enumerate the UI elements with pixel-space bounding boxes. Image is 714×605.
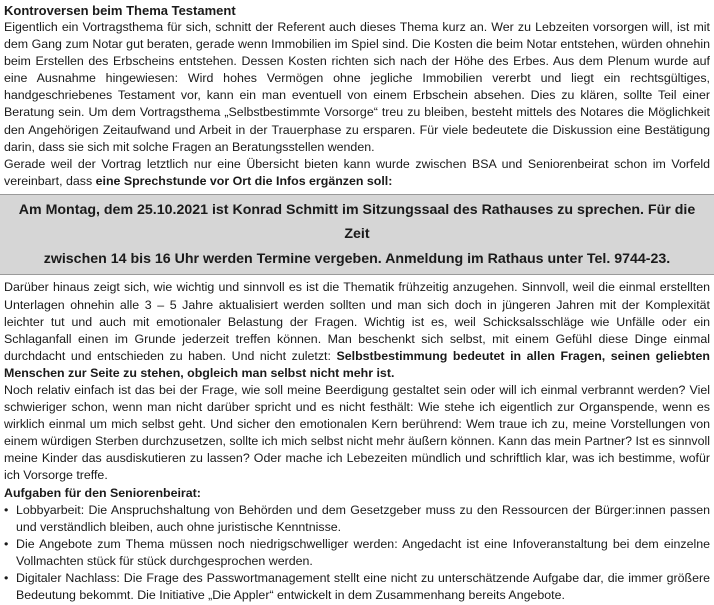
paragraph-fruehzeitig-text: Darüber hinaus zeigt sich, wie wichtig und sinnvoll es ist die Thematik frühzeitig anzugehen. Sinnvoll, weil die einmal erstellten Unterlagen ohnehin alle 3 – 5 Jahre aktualisiert werden sollten und man sich doch in jüngeren Jahren mit der Komplexität leichter tut und auch mit emotionaler Belastung der Fragen. Wichtig ist es, weil Schicksalsschläge wie Unfälle oder ein Schlaganfall einen im Grunde jederzeit treffen können. Man beschenkt sich selbst, mit einem Gefühl diese Dinge einmal durchdacht und entschieden zu haben. Und nicht zuletzt: <box>4 280 710 363</box>
document-title: Kontroversen beim Thema Testament <box>4 3 236 18</box>
paragraph-sprechstunde-bold: eine Sprechstunde vor Ort die Infos ergänzen soll: <box>95 173 393 188</box>
appointment-callout-box <box>0 194 714 276</box>
tasks-list <box>4 502 710 605</box>
paragraph-fruehzeitig <box>4 279 710 382</box>
list-item: • Die Angebote zum Thema müssen noch niedrigschwelliger werden: Angedacht ist eine Infoveranstaltung bei dem einzelne Vollmachten stück für stück durchgesprochen werden. <box>4 536 710 570</box>
paragraph-sprechstunde <box>4 156 710 190</box>
paragraph-fruehzeitig-bold: Selbstbestimmung bedeutet in allen Fragen, seinen geliebten Menschen zur Seite zu stehen, obgleich man selbst nicht mehr ist. <box>4 348 711 380</box>
tasks-heading: Aufgaben für den Seniorenbeirat: <box>4 485 201 500</box>
paragraph-sprechstunde-text: Gerade weil der Vortrag letztlich nur eine Übersicht bieten kann wurde zwischen BSA und Seniorenbeirat schon im Vorfeld vereinbart, dass <box>4 156 710 188</box>
paragraph-notar: Eigentlich ein Vortragsthema für sich, schnitt der Referent auch dieses Thema kurz an. Wer zu Lebzeiten vorsorgen will, ist mit dem Gang zum Notar gut beraten, gerade wenn Immobilien im Spiel sind. Die Kosten die beim Notar entstehen, würden ohnehin beim Erstellen des Erbscheins entstehen. Dessen Kosten richten sich nach der Höhe des Erbes. Aus dem Plenum wurde auf eine Ausnahme hingewiesen: Wird hohes Vermögen ohne jegliche Immobilien vererbt und liegt ein rechtsgültiges, handgeschriebenes Testament vor, kann ein man eventuell von einem Erbschein absehen. Dies zu klären, sollte Teil einer Beratung sein. Um dem Vortragsthema „Selbstbestimmte Vorsorge“ treu zu bleiben, besteht mittels des Notares die Möglichkeit den Angehörigen Zeitaufwand und Arbeit in der Trauerphase zu ersparen. Für viele bedeutete die Diskussion eine Bestätigung darin, dass sie sich mit solche Fragen an Beratungsstellen wenden. <box>4 20 710 154</box>
list-item: • Digitaler Nachlass: Die Frage des Passwortmanagement stellt eine nicht zu unterschätzende Aufgabe dar, die immer größere Bedeutung bekommt. Die Initiative „Die Appler“ entwickelt in dem Zusammenhang bereits Angebote. <box>4 570 710 604</box>
paragraph-beerdigung: Noch relativ einfach ist das bei der Frage, wie soll meine Beerdigung gestaltet sein oder will ich einmal verbrannt werden? Viel schwieriger schon, wenn man nicht darüber spricht und es nicht festhält: Wie stehe ich eigentlich zur Organspende, wenn es wirklich einmal um mich selbst geht. Und sicher den emotionalen Kern berührend: Wem traue ich zu, meine Vorstellungen von einem würdigen Sterben durchzusetzen, sollte ich mich selbst nicht mehr äußern können. Kann das mein Partner? Ist es sinnvoll meine Kinder das ausdiskutieren zu lassen? Oder mache ich Lebezeiten mündlich und schriftlich klar, was ich bestimme, wofür ich Vorsorge treffe. <box>4 383 710 483</box>
list-item: • Lobbyarbeit: Die Anspruchshaltung von Behörden und dem Gesetzgeber muss zu den Ressourcen der Bürger:innen passen und verständlich bleiben, auch ohne juristische Kenntnisse. <box>4 502 710 536</box>
callout-line-2: zwischen 14 bis 16 Uhr werden Termine vergeben. Anmeldung im Rathaus unter Tel. 9744-23. <box>43 250 671 267</box>
callout-line-1: Am Montag, dem 25.10.2021 ist Konrad Schmitt im Sitzungssaal des Rathauses zu sprechen. Für die Zeit <box>18 201 696 243</box>
